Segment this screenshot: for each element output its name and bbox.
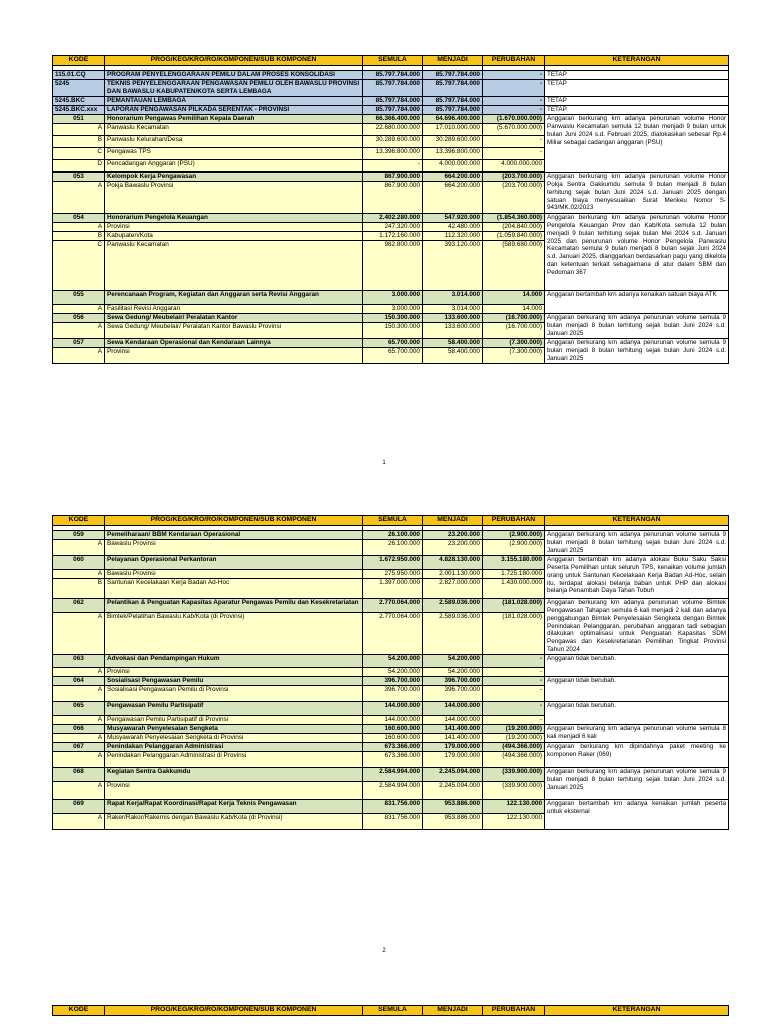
header-semula: SEMULA — [363, 1006, 423, 1016]
table-row: B Panwaslu Kelurahan/Desa 30.289.600.000 30.289.600.000 - — [53, 136, 729, 148]
header-kode: KODE — [53, 516, 105, 526]
table-row: A Sewa Gedung/ Meubelair/ Peralatan Kantor Bawaslu Provinsi 150.300.000 133.600.000 (16.700.000) — [53, 323, 729, 339]
header-menjadi: MENJADI — [423, 516, 483, 526]
table-header — [53, 516, 729, 526]
header-prog: PROG/KEG/KRO/RO/KOMPONEN/SUB KOMPONEN — [105, 56, 363, 66]
header-kode: KODE — [53, 56, 105, 66]
table-row: A Provinsi 65.700.000 58.400.000 (7.300.000) — [53, 348, 729, 364]
table-row: 063 Advokasi dan Pendampingan Hukum 54.200.000 54.200.000 - Anggaran tidak berubah. — [53, 655, 729, 668]
header-keterangan: KETERANGAN — [545, 516, 729, 526]
table-row: 115.01.CQ PROGRAM PENYELENGGARAAN PEMILU DALAM PROSES KONSOLIDASI 85.797.784.000 85.797.784.000 - TETAP — [53, 71, 729, 80]
table-row: 054 Honorarium Pengelola Keuangan 2.402.280.000 547.920.000 (1.854.360.000) Anggaran berkurang krn adanya penurunan volume Honor Pengelola Keuangan Prov dan Kab/Kota semula 12 bulan menjadi 9 bulan terhitung sejak bulan Mei 2024 s.d. Januari 2025 dan penurunan volume Honor Pengelola Panwaslu Kecamatan semula 9 bulan menjadi 8 bulan sejak Juni 2024 s.d. Januari 2025, dianggarkan berdasarkan pagu yang dikelola dan ketentuan terkait sebagaimana di atur dalam SBM dan Pedoman 367 — [53, 214, 729, 223]
page-number: 1 — [382, 460, 386, 466]
table-row: C Pengawas TPS 13.396.800.000 13.396.800.000 - — [53, 148, 729, 160]
header-keterangan: KETERANGAN — [545, 56, 729, 66]
header-perubahan: PERUBAHAN — [483, 1006, 545, 1016]
table-row: A Provinsi 247.320.000 42.480.000 (204.840.000) — [53, 223, 729, 232]
table-row: 065 Pengawasan Pemilu Partisipatif 144.000.000 144.000.000 - Anggaran tidak berubah. — [53, 702, 729, 716]
table-header — [53, 1006, 729, 1016]
table-row: 051 Honorarium Pengawas Pemilihan Kepala Daerah 66.366.400.000 64.696.400.000 (1.670.000.000) Anggaran berkurang krn adanya penurunan volume Honor Panwaslu Kecamatan semula 12 bulan menjadi 9 bulan untuk bulan Juni 2024 s.d. Februari 2025, dialokasikan sebesar Rp.4 Miliar sebagai cadangan anggaran (PSU) — [53, 115, 729, 124]
table-row: 062 Pelantikan & Penguatan Kapasitas Aparatur Pengawas Pemilu dan Kesekretariatan 2.770.064.000 2.589.036.000 (181.028.000) Anggaran berkurang krn adanya penurunan volume Bimtek Pengawasan Tahapan semula 6 kali menjadi 2 kali dan adanya penggabungan Bimtek Penyelesaian Sengketa dengan Bimtek Penindakan Pelanggaran, perubahan anggaran tadi sebagian dilakukan optimalisasi untuk Penguatan Kapasitas SDM Pengawas dan Kesekretariatan Pemilihan Tingkat Provinsi Tahun 2024 — [53, 599, 729, 613]
header-perubahan: PERUBAHAN — [483, 56, 545, 66]
header-prog: PROG/KEG/KRO/RO/KOMPONEN/SUB KOMPONEN — [105, 1006, 363, 1016]
table-row: 069 Rapat Kerja/Rapat Koordinasi/Rapat Kerja Teknis Pengawasan 831.756.000 953.886.000 122.130.000 Anggaran bertambah krn adanya kenaikan jumlah peserta untuk eksternal — [53, 800, 729, 814]
table-row: 5245.BKC.xxx LAPORAN PENGAWASAN PILKADA SERENTAK - PROVINSI 85.797.784.000 85.797.784.000 - TETAP — [53, 106, 729, 115]
table-row: 053 Kelompok Kerja Pengawasan 867.900.000 664.200.000 (203.700.000) Anggaran berkurang krn adanya penurunan volume Honor Pokja Sentra Gakkumdu semula 9 bulan menjadi 8 bulan terhitung sejak bulan Juni 2024 s.d. Januari 2025 dengan satuan biaya menyesuaikan Surat Menkeu Nomor S-943/MK.02/2023 — [53, 173, 729, 182]
table-row: A Pokja Bawaslu Provinsi 867.900.000 664.200.000 (203.700.000) — [53, 182, 729, 214]
table-row: C Panwaslu Kecamatan 982.800.000 393.120.000 (589.680.000) — [53, 241, 729, 291]
table-row: A Provinsi 2.584.994.000 2.245.094.000 (339.900.000) — [53, 782, 729, 800]
table-row: B Santunan Kecelakaan Kerja Badan Ad-Hoc 1.397.000.000 2.827.000.000 1.430.000.000 — [53, 579, 729, 599]
table-row: A Fasilitasi Revisi Anggaran 3.000.000 3.014.000 14.000 — [53, 305, 729, 314]
table-row: A Musyawarah Penyelesaian Sengketa di Provinsi 160.600.000 141.400.000 (19.200.000) — [53, 734, 729, 743]
table-row: 5245.BKC PEMANTAUAN LEMBAGA 85.797.784.000 85.797.784.000 - TETAP — [53, 97, 729, 106]
table-row: A Bawaslu Provinsi 26.100.000 23.200.000 (2.900.000) — [53, 540, 729, 556]
budget-table-page-2 — [52, 515, 729, 830]
header-kode: KODE — [53, 1006, 105, 1016]
table-row: B Kabupaten/Kota 1.172.160.000 112.320.000 (1.059.840.000) — [53, 232, 729, 241]
table-row: A Bimtek/Pelatihan Bawaslu Kab/Kota (di Provinsi) 2.770.064.000 2.589.036.000 (181.028.000) — [53, 613, 729, 655]
table-row: A Sosialisasi Pengawasan Pemilu di Provinsi 396.700.000 396.700.000 - — [53, 686, 729, 702]
budget-table-page-1 — [52, 55, 729, 364]
budget-table-page-3 — [52, 1005, 729, 1016]
table-row: 5245 TEKNIS PENYELENGGARAAN PENGAWASAN PEMILU OLEH BAWASLU PROVINSI DAN BAWASLU KABUPATEN/KOTA SERTA LEMBAGA 85.797.784.000 85.797.784.000 - TETAP — [53, 80, 729, 97]
header-menjadi: MENJADI — [423, 1006, 483, 1016]
table-row: 068 Kegiatan Sentra Gakkumdu 2.584.994.000 2.245.094.000 (339.900.000) Anggaran berkurang krn adanya penurunan volume semula 9 bulan menjadi 8 bulan terhitung sejak bulan Juni 2024 s.d. Januari 2025 — [53, 768, 729, 782]
table-row: 056 Sewa Gedung/ Meubelair/ Peralatan Kantor 150.300.000 133.600.000 (16.700.000) Anggaran berkurang krn adanya penurunan volume semula 9 bulan menjadi 8 bulan terhitung sejak bulan Juni 2024 s.d. Januari 2025 — [53, 314, 729, 323]
table-row: 055 Perencanaan Program, Kegiatan dan Anggaran serta Revisi Anggaran 3.000.000 3.014.000 14.000 Anggaran bertambah krn adanya kenaikan satuan biaya ATK — [53, 291, 729, 305]
header-menjadi: MENJADI — [423, 56, 483, 66]
header-prog: PROG/KEG/KRO/RO/KOMPONEN/SUB KOMPONEN — [105, 516, 363, 526]
table-row: A Penindakan Pelanggaran Administrasi di Provinsi 673.366.000 179.000.000 (494.366.000) — [53, 752, 729, 768]
table-row: 064 Sosialisasi Pengawasan Pemilu 396.700.000 396.700.000 - Anggaran tidak berubah. — [53, 677, 729, 686]
header-semula: SEMULA — [363, 56, 423, 66]
table-row: A Bawaslu Provinsi 275.950.000 2.001.130.000 1.725.180.000 — [53, 570, 729, 579]
table-row: 057 Sewa Kendaraan Operasional dan Kendaraan Lainnya 65.700.000 58.400.000 (7.300.000) Anggaran berkurang krn adanya penurunan volume semula 9 bulan menjadi 8 bulan terhitung sejak bulan Juni 2024 s.d. Januari 2025 — [53, 339, 729, 348]
table-header — [53, 56, 729, 66]
table-row: D Pencadangan Anggaran (PSU) - 4.000.000.000 4.000.000.000 — [53, 160, 729, 172]
header-perubahan: PERUBAHAN — [483, 516, 545, 526]
table-row: 059 Pemeliharaan/ BBM Kendaraan Operasional 26.100.000 23.200.000 (2.900.000) Anggaran berkurang krn adanya penurunan volume semula 9 bulan menjadi 8 bulan terhitung sejak bulan Juni 2024 s.d. Januari 2025 — [53, 531, 729, 540]
table-row: 066 Musyawarah Penyelesaian Sengketa 160.600.000 141.400.000 (19.200.000) Anggaran berkurang krn adanya penurunan volume semula 8 kali menjadi 6 kali — [53, 725, 729, 734]
table-row: A Raker/Rakor/Rakernis dengan Bawaslu Kab/Kota (di Provinsi) 831.756.000 953.886.000 122.130.000 — [53, 814, 729, 830]
table-row: A Provinsi 54.200.000 54.200.000 - — [53, 668, 729, 677]
table-row: A Pengawasan Pemilu Partisipatif di Provinsi 144.000.000 144.000.000 - — [53, 716, 729, 725]
page-number: 2 — [382, 948, 386, 954]
table-row: 067 Penindakan Pelanggaran Administrasi 673.366.000 179.000.000 (494.366.000) Anggaran berkurang krn dipindahnya paket meeting ke komponen Raker (069) — [53, 743, 729, 752]
header-keterangan: KETERANGAN — [545, 1006, 729, 1016]
header-semula: SEMULA — [363, 516, 423, 526]
table-row: A Panwaslu Kecamatan 22.680.000.000 17.010.000.000 (5.670.000.000) — [53, 124, 729, 136]
table-row: 060 Pelayanan Operasional Perkantoran 1.672.950.000 4.828.130.000 3.155.180.000 Anggaran bertambah krn adanya alokasi Buku Saku Saksi Peserta Pemilihan untuk seluruh TPS, kenaikan volume jumlah orang untuk Santunan Kecelakaan Kerja Badan Ad-Hoc, selain itu, terdapat alokasi belanja baban untuk PHP dan alokasi belanja Penambah Daya Tahan Tubuh — [53, 556, 729, 570]
